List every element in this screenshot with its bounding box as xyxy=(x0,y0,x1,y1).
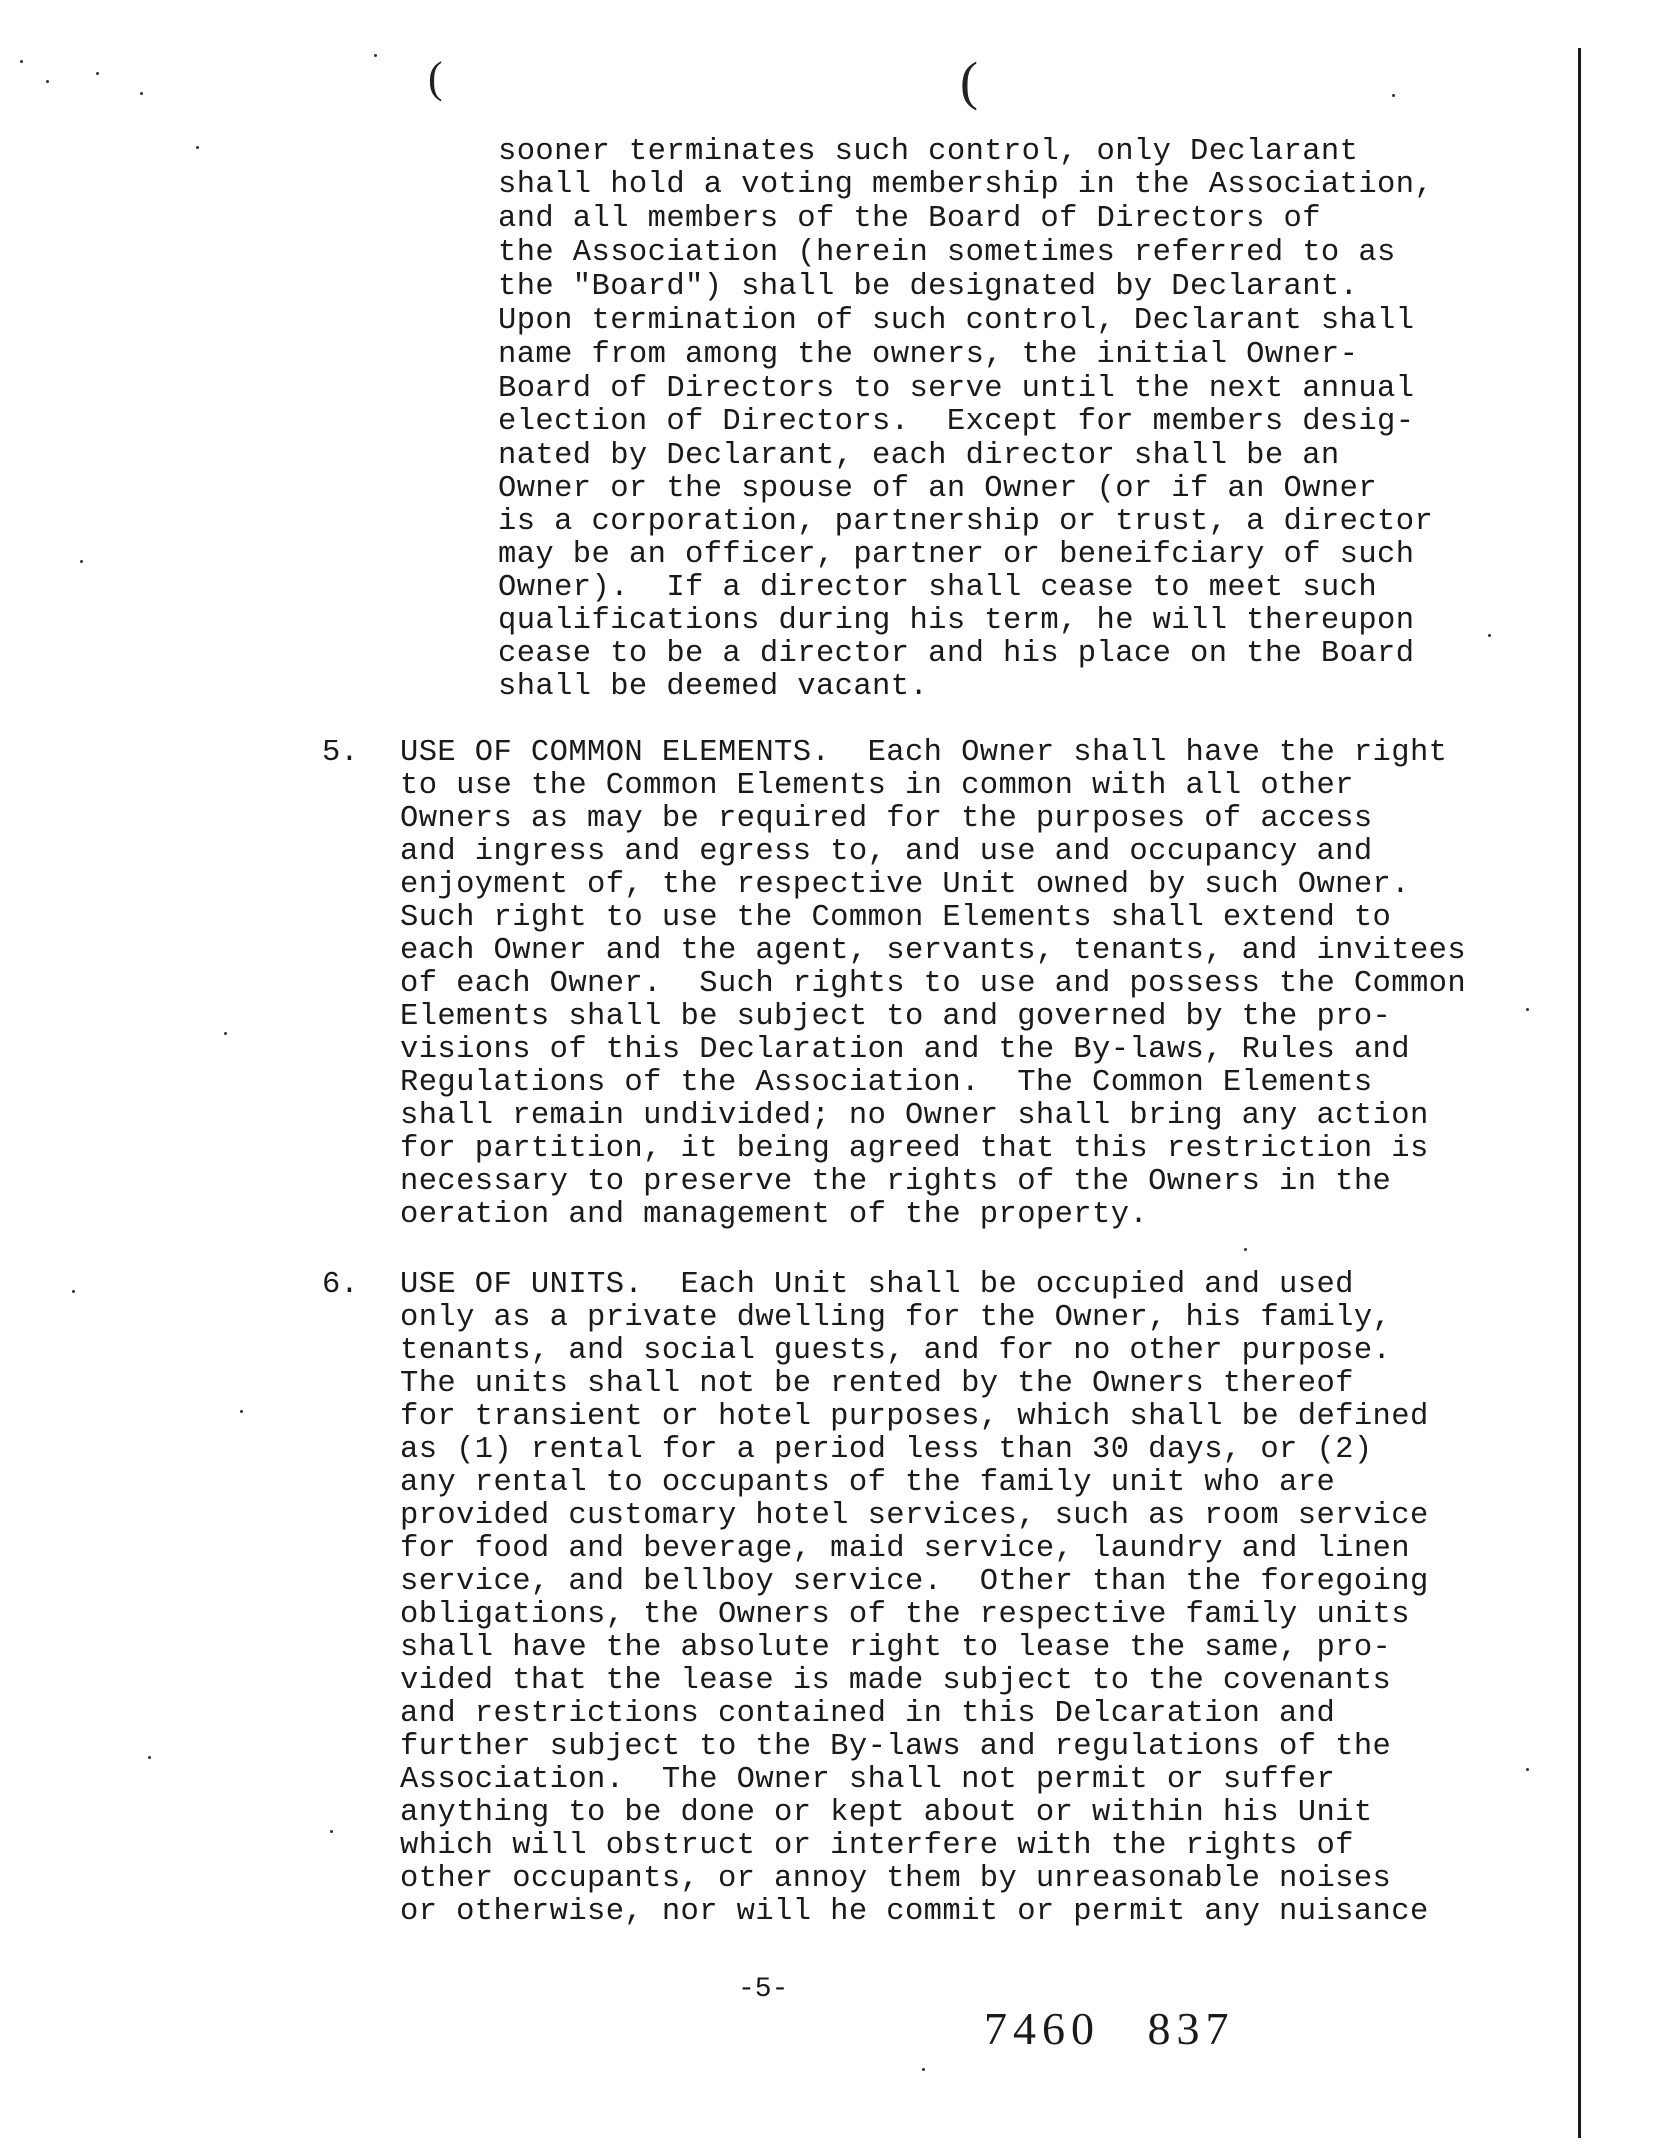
text-line: shall have the absolute right to lease the same, pro- xyxy=(400,1631,1392,1665)
text-line: any rental to occupants of the family unit who are xyxy=(400,1466,1336,1500)
text-line: vided that the lease is made subject to the covenants xyxy=(400,1664,1392,1698)
text-line: qualifications during his term, he will thereupon xyxy=(498,604,1415,638)
text-line: the "Board") shall be designated by Declarant. xyxy=(498,270,1359,304)
text-line: USE OF COMMON ELEMENTS. Each Owner shall have the right xyxy=(400,736,1448,770)
scan-speck xyxy=(330,1830,333,1833)
text-line: as (1) rental for a period less than 30 days, or (2) xyxy=(400,1433,1373,1467)
text-line: for food and beverage, maid service, laundry and linen xyxy=(400,1532,1410,1566)
text-line: tenants, and social guests, and for no other purpose. xyxy=(400,1334,1392,1368)
text-line: and restrictions contained in this Delcaration and xyxy=(400,1697,1336,1731)
text-line: and all members of the Board of Directors of xyxy=(498,202,1321,236)
text-line: for partition, it being agreed that this restriction is xyxy=(400,1132,1429,1166)
text-line: or otherwise, nor will he commit or permit any nuisance xyxy=(400,1895,1429,1929)
section-number: 5. xyxy=(322,736,359,770)
scan-speck xyxy=(72,1290,75,1293)
text-line: cease to be a director and his place on the Board xyxy=(498,637,1415,671)
text-line: obligations, the Owners of the respective family units xyxy=(400,1598,1410,1632)
punch-mark-center: ( xyxy=(960,51,978,111)
text-line: USE OF UNITS. Each Unit shall be occupied and used xyxy=(400,1268,1354,1302)
text-line: Such right to use the Common Elements shall extend to xyxy=(400,901,1392,935)
text-line: other occupants, or annoy them by unreasonable noises xyxy=(400,1862,1392,1896)
text-line: shall remain undivided; no Owner shall bring any action xyxy=(400,1099,1429,1133)
text-line: visions of this Declaration and the By-laws, Rules and xyxy=(400,1033,1410,1067)
text-line: name from among the owners, the initial Owner- xyxy=(498,338,1359,372)
text-line: for transient or hotel purposes, which shall be defined xyxy=(400,1400,1429,1434)
text-line: further subject to the By-laws and regulations of the xyxy=(400,1730,1392,1764)
text-line: election of Directors. Except for members desig- xyxy=(498,405,1415,439)
text-line: is a corporation, partnership or trust, a director xyxy=(498,505,1434,539)
punch-mark-left: ( xyxy=(428,53,443,102)
text-line: Upon termination of such control, Declarant shall xyxy=(498,304,1415,338)
text-line: nated by Declarant, each director shall be an xyxy=(498,439,1340,473)
scan-speck xyxy=(148,1756,151,1759)
text-line: the Association (herein sometimes referred to as xyxy=(498,236,1396,270)
text-line: Owner). If a director shall cease to meet such xyxy=(498,571,1378,605)
text-line: which will obstruct or interfere with the rights of xyxy=(400,1829,1354,1863)
scan-speck xyxy=(1526,1768,1529,1771)
scan-speck xyxy=(140,92,143,95)
document-reference-number: 7460 837 xyxy=(984,2003,1235,2054)
text-line: service, and bellboy service. Other than the foregoing xyxy=(400,1565,1429,1599)
text-line: Owners as may be required for the purposes of access xyxy=(400,802,1373,836)
scan-speck xyxy=(196,146,199,149)
text-line: shall be deemed vacant. xyxy=(498,670,929,704)
text-line: Regulations of the Association. The Common Elements xyxy=(400,1066,1373,1100)
text-line: each Owner and the agent, servants, tenants, and invitees xyxy=(400,934,1467,968)
scan-speck xyxy=(922,2068,925,2071)
text-line: may be an officer, partner or beneifciary of such xyxy=(498,538,1415,572)
scan-speck xyxy=(20,60,23,63)
text-line: provided customary hotel services, such as room service xyxy=(400,1499,1429,1533)
section-number: 6. xyxy=(322,1268,359,1302)
text-line: Owner or the spouse of an Owner (or if an Owner xyxy=(498,472,1378,506)
scan-speck xyxy=(1392,94,1395,97)
margin-rule xyxy=(1578,48,1581,2138)
text-line: only as a private dwelling for the Owner, his family, xyxy=(400,1301,1392,1335)
text-line: Elements shall be subject to and governed by the pro- xyxy=(400,1000,1392,1034)
scan-speck xyxy=(46,80,49,83)
text-line: enjoyment of, the respective Unit owned by such Owner. xyxy=(400,868,1410,902)
text-line: anything to be done or kept about or within his Unit xyxy=(400,1796,1373,1830)
scan-speck xyxy=(96,72,99,75)
page-number: -5- xyxy=(738,1974,789,2005)
text-line: necessary to preserve the rights of the Owners in the xyxy=(400,1165,1392,1199)
text-line: Association. The Owner shall not permit or suffer xyxy=(400,1763,1336,1797)
scan-speck xyxy=(1488,634,1491,637)
scan-speck xyxy=(1244,1248,1247,1251)
scan-speck xyxy=(224,1032,227,1035)
text-line: oeration and management of the property. xyxy=(400,1198,1149,1232)
scan-speck xyxy=(374,54,377,57)
text-line: and ingress and egress to, and use and occupancy and xyxy=(400,835,1373,869)
text-line: sooner terminates such control, only Declarant xyxy=(498,135,1359,169)
text-line: of each Owner. Such rights to use and possess the Common xyxy=(400,967,1467,1001)
text-line: The units shall not be rented by the Owners thereof xyxy=(400,1367,1354,1401)
scan-speck xyxy=(1526,1008,1529,1011)
scan-speck xyxy=(240,1410,243,1413)
text-line: shall hold a voting membership in the Association, xyxy=(498,168,1434,202)
text-line: Board of Directors to serve until the next annual xyxy=(498,372,1415,406)
text-line: to use the Common Elements in common with all other xyxy=(400,769,1354,803)
scan-speck xyxy=(80,560,83,563)
